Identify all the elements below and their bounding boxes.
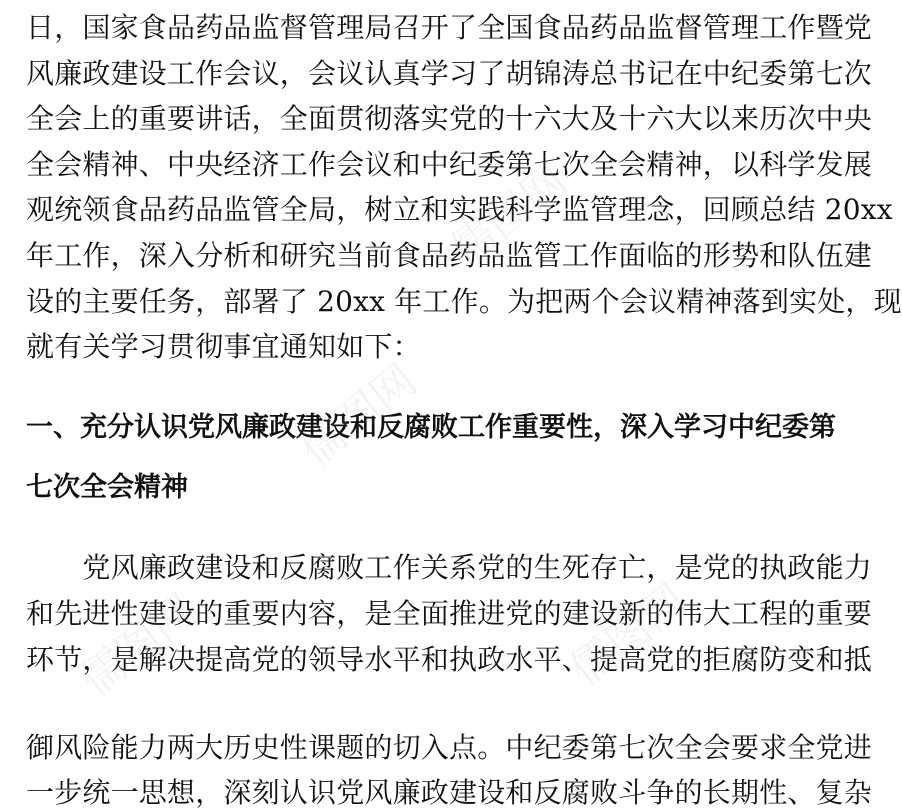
intro-line-7: 设的主要任务，部署了 20xx 年工作。为把两个会议精神落到实处，现: [26, 285, 902, 318]
body-line-1: 党风廉政建设和反腐败工作关系党的生死存亡，是党的执政能力: [26, 551, 873, 584]
intro-line-5: 观统领食品药品监管全局，树立和实践科学监管理念，回顾总结 20xx: [26, 193, 893, 226]
body-line-4: 御风险能力两大历史性课题的切入点。中纪委第七次全会要求全党进: [26, 731, 873, 764]
intro-line-1: 日，国家食品药品监督管理局召开了全国食品药品监督管理工作暨党: [26, 11, 873, 44]
section-heading-line-1: 一、充分认识党风廉政建设和反腐败工作重要性，深入学习中纪委第: [26, 412, 836, 443]
watermark: 儒图网: [441, 154, 577, 277]
watermark: 儒图网: [71, 584, 207, 707]
body-line-3: 环节，是解决提高党的领导水平和执政水平、提高党的拒腐防变和抵: [26, 643, 873, 676]
watermark: 儒图网: [291, 354, 427, 477]
watermark: 儒图网: [561, 574, 697, 697]
intro-line-8: 就有关学习贯彻事宜通知如下：: [26, 330, 421, 363]
body-line-5: 一步统一思想，深刻认识党风廉政建设和反腐败斗争的长期性、复杂: [26, 776, 873, 809]
section-heading-line-2: 七次全会精神: [26, 472, 188, 503]
intro-line-3: 全会上的重要讲话，全面贯彻落实党的十六大及十六大以来历次中央: [26, 102, 873, 135]
intro-line-6: 年工作，深入分析和研究当前食品药品监管工作面临的形势和队伍建: [26, 239, 873, 272]
intro-line-2: 风廉政建设工作会议，会议认真学习了胡锦涛总书记在中纪委第七次: [26, 57, 873, 90]
body-line-2: 和先进性建设的重要内容，是全面推进党的建设新的伟大工程的重要: [26, 597, 873, 630]
intro-line-4: 全会精神、中央经济工作会议和中纪委第七次全会精神，以科学发展: [26, 148, 873, 181]
